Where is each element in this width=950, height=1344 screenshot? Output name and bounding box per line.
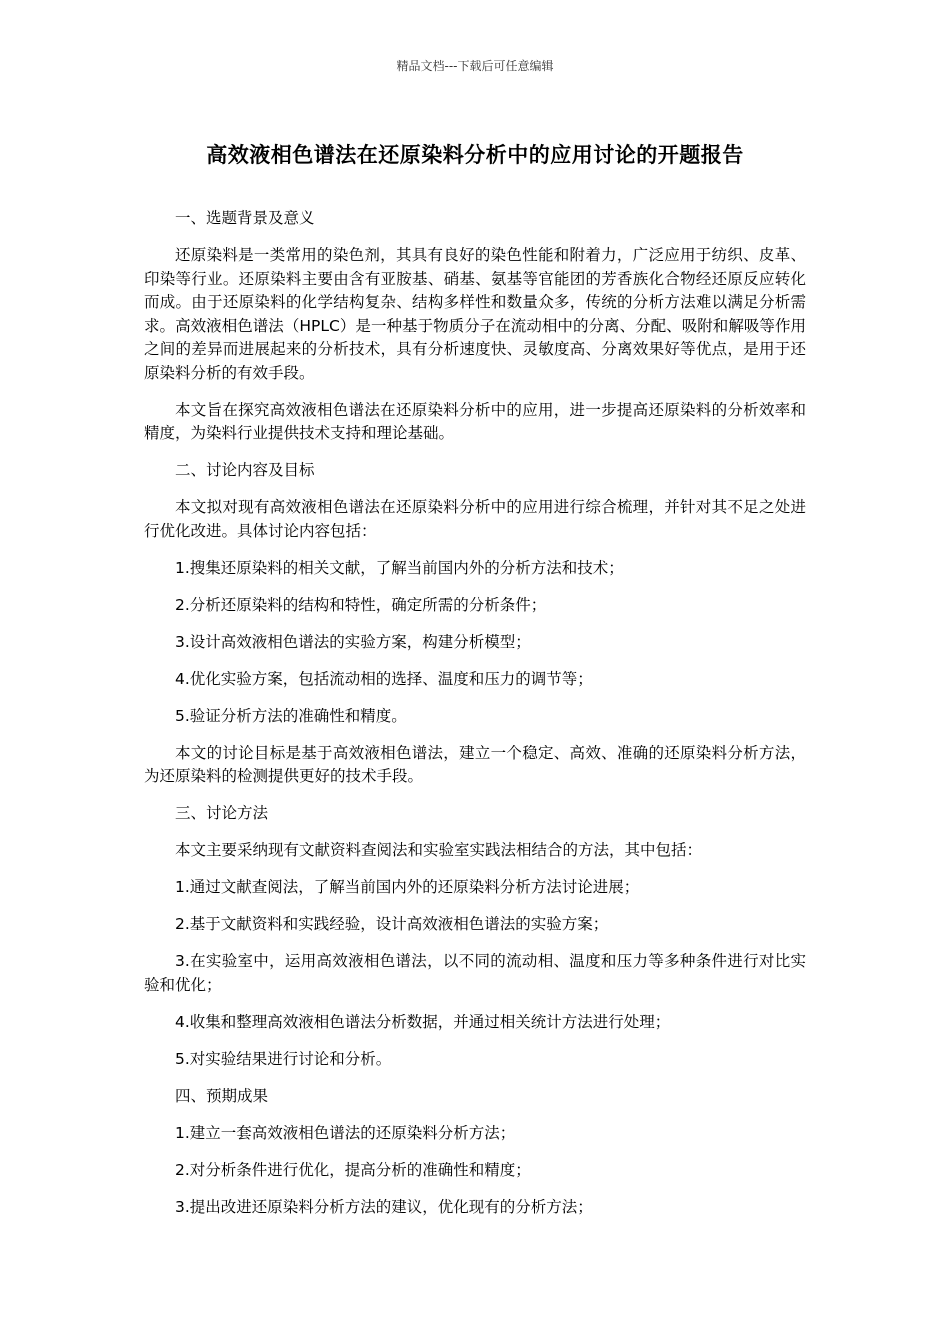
section-heading: 四、预期成果 [175,1086,269,1105]
list-item: 5.对实验结果进行讨论和分析。 [175,1049,392,1068]
list-item: 1.搜集还原染料的相关文献，了解当前国内外的分析方法和技术； [175,558,624,577]
paragraph: 本文旨在探究高效液相色谱法在还原染料分析中的应用，进一步提高还原染料的分析效率和精度，为染料行业提供技术支持和理论基础。 [144,400,806,442]
list-item: 2.分析还原染料的结构和特性，确定所需的分析条件； [175,595,547,614]
document-title: 高效液相色谱法在还原染料分析中的应用讨论的开题报告 [206,143,744,167]
list-item: 4.收集和整理高效液相色谱法分析数据，并通过相关统计方法进行处理； [175,1012,671,1031]
paragraph: 本文的讨论目标是基于高效液相色谱法，建立一个稳定、高效、准确的还原染料分析方法，为还原染料的检测提供更好的技术手段。 [144,743,806,785]
section-heading: 二、讨论内容及目标 [175,461,315,479]
section-heading: 一、选题背景及意义 [175,209,315,227]
paragraph: 还原染料是一类常用的染色剂，其具有良好的染色性能和附着力，广泛应用于纺织、皮革、印染等行业。还原染料主要由含有亚胺基、硝基、氨基等官能团的芳香族化合物经还原反应转化而成。由于还原染料的化学结构复杂、结构多样性和数量众多，传统的分析方法难以满足分析需求。高效液相色谱法（HPLC）是一种基于物质分子在流动相中的分离、分配、吸附和解吸等作用之间的差异而进展起来的分析技术，具有分析速度快、灵敏度高、分离效果好等优点，是用于还原染料分析的有效手段。 [144,246,806,382]
list-item: 1.建立一套高效液相色谱法的还原染料分析方法； [175,1123,516,1142]
list-item: 4.优化实验方案，包括流动相的选择、温度和压力的调节等； [175,669,593,688]
list-item: 1.通过文献查阅法，了解当前国内外的还原染料分析方法讨论进展； [175,878,640,896]
document-body [144,207,806,1233]
list-item: 2.对分析条件进行优化，提高分析的准确性和精度； [175,1160,531,1179]
paragraph: 本文主要采纳现有文献资料查阅法和实验室实践法相结合的方法，其中包括： [175,841,703,859]
section-heading: 三、讨论方法 [175,804,269,822]
list-item: 2.基于文献资料和实践经验，设计高效液相色谱法的实验方案； [175,915,609,933]
list-item: 3.在实验室中，运用高效液相色谱法，以不同的流动相、温度和压力等多种条件进行对比实验和优化； [144,952,806,994]
list-item: 5.验证分析方法的准确性和精度。 [175,706,407,725]
list-item: 3.设计高效液相色谱法的实验方案，构建分析模型； [175,632,531,651]
page-header: 精品文档---下载后可任意编辑 [396,59,554,73]
list-item: 3.提出改进还原染料分析方法的建议，优化现有的分析方法； [175,1197,593,1216]
paragraph: 本文拟对现有高效液相色谱法在还原染料分析中的应用进行综合梳理，并针对其不足之处进行优化改进。具体讨论内容包括： [144,498,806,540]
